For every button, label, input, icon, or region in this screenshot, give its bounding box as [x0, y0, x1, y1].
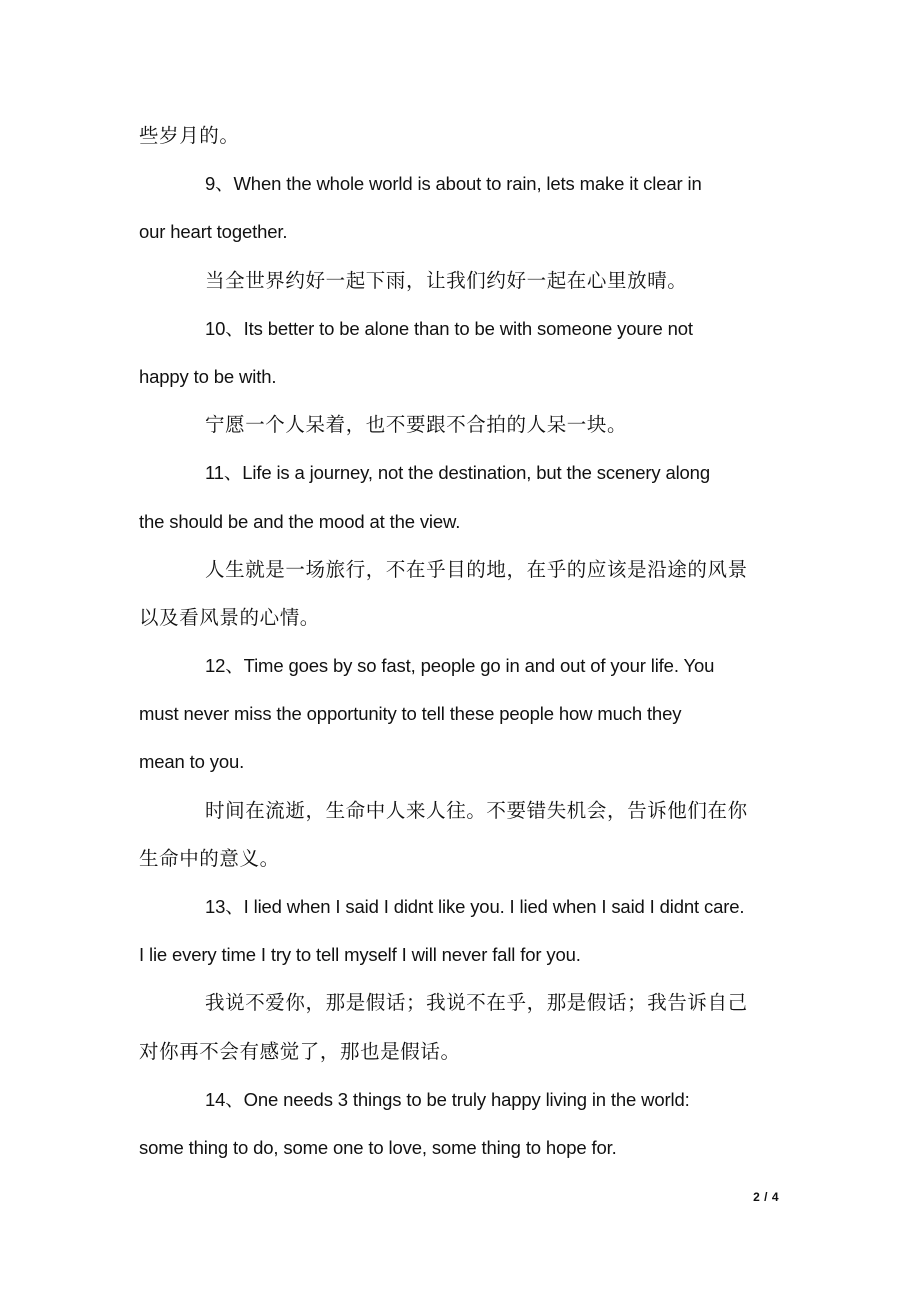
text-line: I lie every time I try to tell myself I will never fall for you.	[139, 944, 581, 966]
text-line: 10、Its better to be alone than to be with someone youre not	[205, 317, 693, 339]
text-line: happy to be with.	[139, 365, 277, 387]
text-line: 以及看风景的心情。	[139, 605, 320, 629]
text-line: some thing to do, some one to love, some thing to hope for.	[139, 1136, 617, 1158]
page-number: 2 / 4	[753, 1190, 779, 1204]
text-line: 13、I lied when I said I didnt like you. I lied when I said I didnt care.	[205, 896, 745, 917]
text-line: 9、When the whole world is about to rain, lets make it clear in	[205, 173, 702, 195]
text-line: 当全世界约好一起下雨，让我们约好一起在心里放晴。	[205, 268, 688, 292]
document-body	[139, 112, 791, 1172]
text-line: 14、One needs 3 things to be truly happy living in the world:	[205, 1088, 690, 1110]
text-line: 11、Life is a journey, not the destination, but the scenery along	[205, 462, 710, 484]
text-line: 些岁月的。	[139, 124, 240, 147]
text-line: our heart together.	[139, 221, 288, 243]
text-line: 生命中的意义。	[139, 846, 280, 870]
text-line: mean to you.	[139, 751, 245, 773]
text-line: 人生就是一场旅行，不在乎目的地，在乎的应该是沿途的风景	[205, 557, 748, 581]
text-line: the should be and the mood at the view.	[139, 510, 461, 532]
text-line: 我说不爱你，那是假话；我说不在乎，那是假话；我告诉自己	[205, 991, 748, 1015]
text-line: 时间在流逝，生命中人来人往。不要错失机会，告诉他们在你	[205, 798, 748, 822]
text-line: 12、Time goes by so fast, people go in and out of your life. You	[205, 655, 715, 677]
text-line: must never miss the opportunity to tell these people how much they	[139, 703, 682, 725]
text-line: 宁愿一个人呆着，也不要跟不合拍的人呆一块。	[205, 413, 628, 437]
text-line: 对你再不会有感觉了，那也是假话。	[139, 1039, 461, 1063]
